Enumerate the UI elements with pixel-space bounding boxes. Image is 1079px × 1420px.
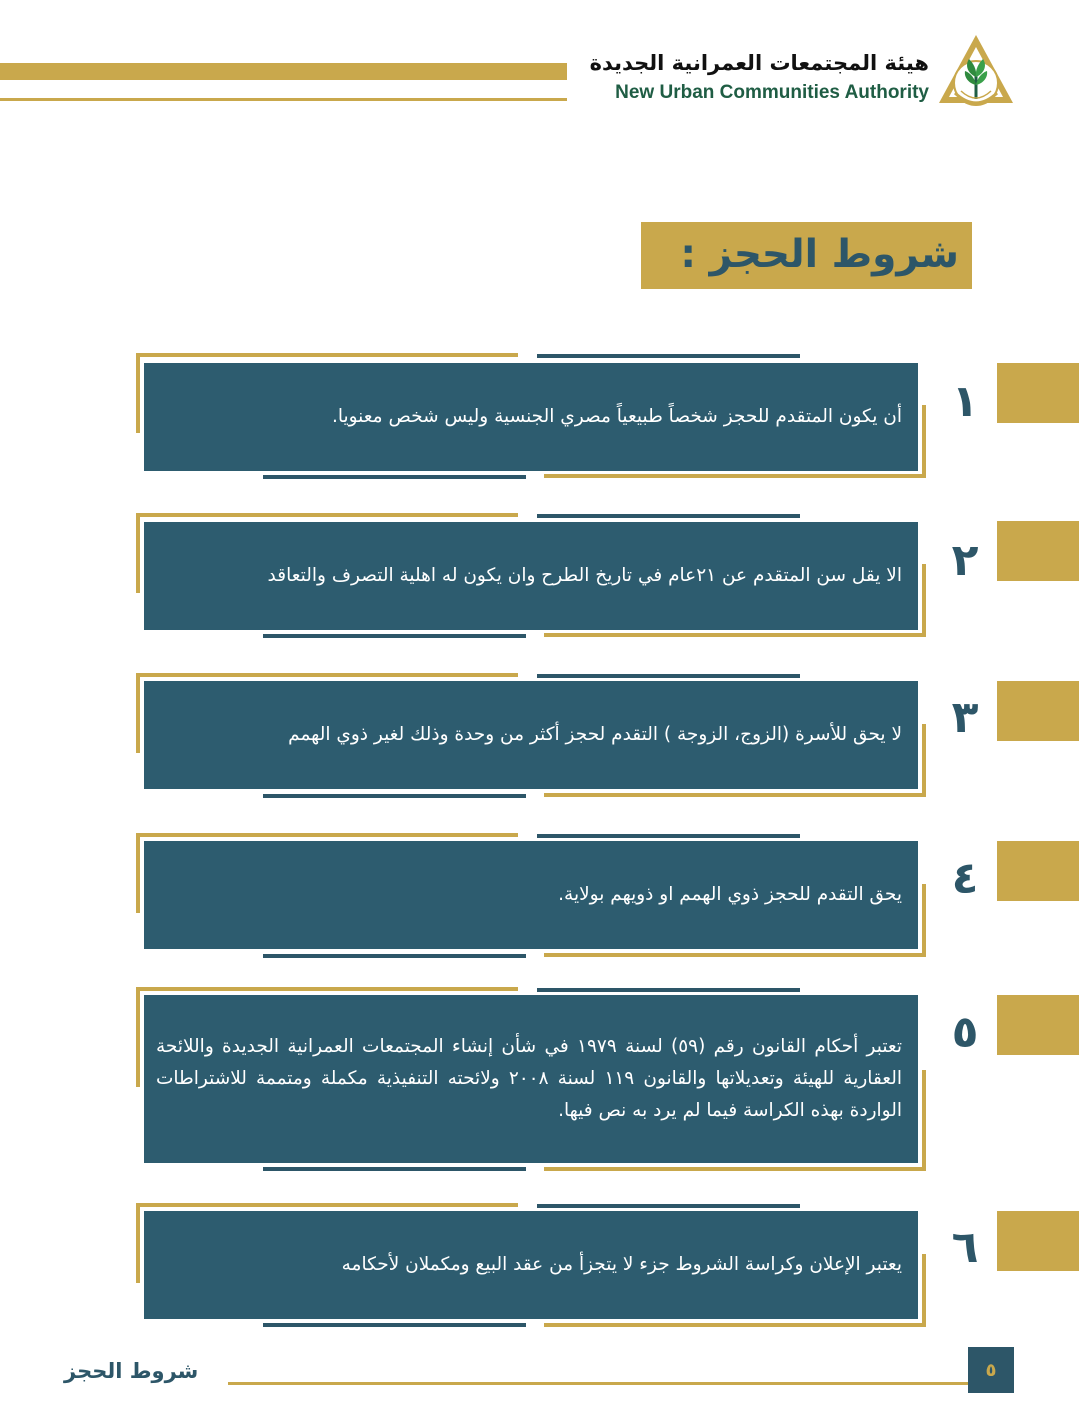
nuca-logo-icon <box>937 33 1015 113</box>
condition-number: ٣ <box>951 692 979 743</box>
frame-navy-bottom <box>263 1323 526 1327</box>
frame-gold-left <box>136 1203 140 1283</box>
number-tab <box>997 363 1079 423</box>
frame-navy-top <box>537 1204 800 1208</box>
frame-gold-left <box>136 513 140 593</box>
frame-navy-bottom <box>263 794 526 798</box>
number-tab <box>997 1211 1079 1271</box>
condition-box <box>144 1211 918 1319</box>
condition-text: يعتبر الإعلان وكراسة الشروط جزء لا يتجزأ من عقد البيع ومكملان لأحكامه <box>341 1254 902 1275</box>
frame-gold-top <box>136 673 518 677</box>
condition-number: ٢ <box>951 535 979 586</box>
frame-gold-right <box>922 564 926 637</box>
header-gold-bar <box>0 63 567 80</box>
frame-gold-right <box>922 884 926 957</box>
condition-box <box>144 681 918 789</box>
frame-navy-top <box>537 834 800 838</box>
frame-navy-top <box>537 988 800 992</box>
frame-gold-top <box>136 513 518 517</box>
org-name-english: New Urban Communities Authority <box>615 82 929 103</box>
frame-navy-top <box>537 514 800 518</box>
number-tab <box>997 841 1079 901</box>
frame-gold-left <box>136 353 140 433</box>
frame-gold-bottom <box>544 793 926 797</box>
condition-number: ٦ <box>951 1222 979 1273</box>
frame-navy-top <box>537 674 800 678</box>
number-tab <box>997 995 1079 1055</box>
condition-number: ١ <box>951 376 979 427</box>
condition-text: يحق التقدم للحجز ذوي الهمم او ذويهم بولاية. <box>558 884 902 905</box>
condition-text: الا يقل سن المتقدم عن ٢١عام في تاريخ الطرح وان يكون له اهلية التصرف والتعاقد <box>267 565 902 586</box>
frame-gold-right <box>922 1254 926 1327</box>
number-tab <box>997 521 1079 581</box>
frame-navy-bottom <box>263 954 526 958</box>
condition-box <box>144 522 918 630</box>
frame-gold-right <box>922 405 926 478</box>
frame-navy-bottom <box>263 1167 526 1171</box>
frame-gold-left <box>136 987 140 1087</box>
footer-gold-line <box>228 1382 968 1385</box>
frame-gold-left <box>136 673 140 753</box>
frame-gold-bottom <box>544 1167 926 1171</box>
frame-gold-top <box>136 833 518 837</box>
org-name-arabic: هيئة المجتمعات العمرانية الجديدة <box>589 51 929 75</box>
frame-gold-bottom <box>544 633 926 637</box>
condition-text: تعتبر أحكام القانون رقم (٥٩) لسنة ١٩٧٩ في شأن إنشاء المجتمعات العمرانية الجديدة واللائحة العقارية للهيئة وتعديلاتها والقانون ١١٩ لسنة ٢٠٠٨ ولائحته التنفيذية مكملة ومتممة للاشتراطات الواردة بهذه الكراسة فيما لم يرد به نص فيها. <box>156 1036 903 1121</box>
condition-box <box>144 995 918 1163</box>
footer-section-title: شروط الحجز <box>64 1359 199 1383</box>
frame-gold-bottom <box>544 953 926 957</box>
condition-text: لا يحق للأسرة (الزوج، الزوجة ) التقدم لحجز أكثر من وحدة وذلك لغير ذوي الهمم <box>288 724 902 745</box>
frame-gold-top <box>136 987 518 991</box>
frame-gold-left <box>136 833 140 913</box>
page-number: ٥ <box>968 1347 1014 1393</box>
condition-box <box>144 363 918 471</box>
condition-number: ٥ <box>951 1007 979 1058</box>
page-title: شروط الحجز : <box>680 232 959 277</box>
frame-navy-bottom <box>263 634 526 638</box>
condition-number: ٤ <box>951 853 979 904</box>
condition-box <box>144 841 918 949</box>
frame-navy-bottom <box>263 475 526 479</box>
frame-gold-top <box>136 353 518 357</box>
header-gold-line <box>0 98 567 101</box>
frame-gold-right <box>922 1070 926 1170</box>
frame-gold-top <box>136 1203 518 1207</box>
frame-gold-bottom <box>544 1323 926 1327</box>
condition-text: أن يكون المتقدم للحجز شخصاً طبيعياً مصري الجنسية وليس شخص معنويا. <box>331 406 902 427</box>
frame-navy-top <box>537 354 800 358</box>
frame-gold-bottom <box>544 474 926 478</box>
number-tab <box>997 681 1079 741</box>
frame-gold-right <box>922 724 926 797</box>
